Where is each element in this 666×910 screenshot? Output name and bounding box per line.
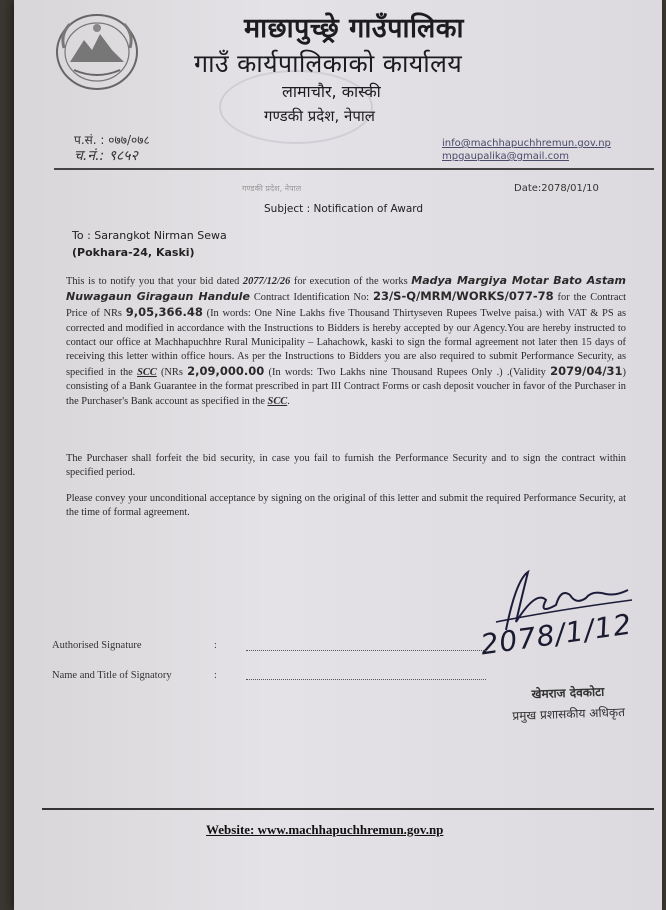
colon: : bbox=[214, 670, 217, 681]
contact-block bbox=[442, 137, 611, 163]
signatory-name-label: Name and Title of Signatory bbox=[52, 670, 172, 681]
validity-date: 2079/04/31 bbox=[550, 364, 623, 379]
municipality-name: माछापुच्छ्रे गाउँपालिका bbox=[244, 13, 465, 44]
handwritten-date: 2078/1/12 bbox=[478, 607, 635, 662]
ref-number: प.सं. : ०७७/०७८ bbox=[74, 133, 150, 147]
nepal-emblem-icon bbox=[54, 10, 140, 92]
email-link[interactable]: mpgaupalika@gmail.com bbox=[442, 151, 569, 162]
officer-stamp bbox=[511, 681, 625, 727]
acceptance-paragraph: Please convey your unconditional acceptance by signing on the original of this letter and submit the required Performance Security, at the time of formal agreement. bbox=[66, 493, 626, 519]
website-link[interactable]: Website: www.machhapuchhremun.gov.np bbox=[206, 822, 444, 837]
recipient-address: (Pokhara-24, Kaski) bbox=[72, 246, 195, 259]
location-line: लामाचौर, कास्की bbox=[282, 82, 381, 101]
footer-divider bbox=[42, 808, 654, 810]
province-line: गण्डकी प्रदेश, नेपाल bbox=[264, 107, 375, 125]
scc-reference: SCC bbox=[137, 367, 157, 379]
recipient-block bbox=[72, 227, 227, 261]
email-link[interactable]: info@machhapuchhremun.gov.np bbox=[442, 138, 611, 149]
letter-page bbox=[14, 0, 662, 910]
scc-reference: SCC bbox=[267, 395, 288, 407]
security-amount: 2,09,000.00 bbox=[187, 364, 265, 379]
header-divider bbox=[54, 168, 654, 170]
reference-block bbox=[74, 132, 150, 164]
faint-stamp-text: गण्डकी प्रदेश, नेपाल bbox=[242, 184, 302, 193]
award-paragraph: This is to notify you that your bid dated 2077/12/26 for execution of the works Madya Margiya Motar Bato Astam Nuwagaun Giragaun Handule Contract Identification No: 23/S-Q/MRM/WORKS/077-78 for the Contract Price of NRs 9,05,366.48 (In words: One Nine Lakhs five Thousand Thirtyseven Rupees Twelve paisa.) with VAT & PS as corrected and modified in accordance with the Instructions to Bidders is hereby accepted by our Agency.You are hereby instructed to contact our office at Machhapuchhre Rural Municipality – Lahachowk, kaski to sign the formal agreement not later then 15 days of receiving this letter within office hours. As per the Instructions to Bidders you are also required to submit Performance Security, as specified in the SCC (NRs 2,09,000.00 (In words: Two Lakhs nine Thousand Rupees Only .) .(Validity 2079/04/31) consisting of a Bank Guarantee in the format prescribed in part III Contract Forms or cash deposit voucher in favor of the Purchaser in the Purchaser's Bank account as specified in the SCC. bbox=[66, 274, 626, 407]
officer-name: खेमराज देवकोटा bbox=[531, 684, 605, 702]
officer-title: प्रमुख प्रशासकीय अधिकृत bbox=[512, 705, 626, 723]
forfeit-paragraph: The Purchaser shall forfeit the bid security, in case you fail to furnish the Performance Security and to sign the contract within specified period. bbox=[66, 453, 626, 479]
contract-id: 23/S-Q/MRM/WORKS/077-78 bbox=[372, 289, 554, 304]
name-line bbox=[246, 679, 486, 680]
office-name: गाउँ कार्यपालिकाको कार्यालय bbox=[194, 49, 463, 78]
authorised-signature-label: Authorised Signature bbox=[52, 640, 142, 651]
contract-price: 9,05,366.48 bbox=[125, 305, 203, 320]
bid-date: 2077/12/26 bbox=[242, 276, 291, 287]
colon: : bbox=[214, 640, 217, 651]
signature-line bbox=[246, 650, 486, 651]
letter-subject: Subject : Notification of Award bbox=[264, 203, 424, 215]
dispatch-number: च.नं.: ९८५२ bbox=[74, 148, 138, 164]
works-name: Madya Margiya Motar Bato Astam Nuwagaun Giragaun Handule bbox=[66, 274, 626, 304]
letter-date: Date:2078/01/10 bbox=[514, 183, 599, 194]
recipient-name: To : Sarangkot Nirman Sewa bbox=[72, 229, 227, 242]
